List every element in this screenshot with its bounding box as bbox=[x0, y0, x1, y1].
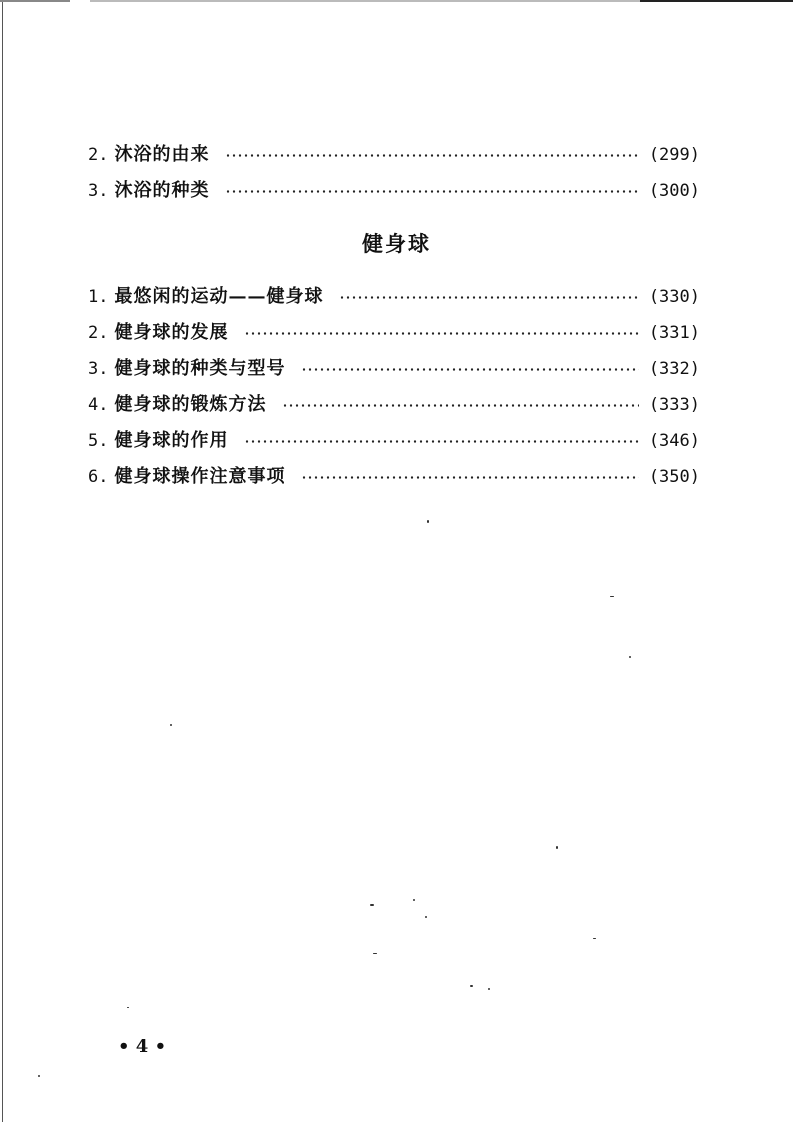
scan-speck bbox=[470, 985, 473, 987]
toc-entry[interactable] bbox=[88, 351, 700, 387]
toc-entry-number: 1. bbox=[88, 287, 109, 307]
toc-section-block bbox=[88, 279, 700, 495]
section-heading: 健身球 bbox=[362, 231, 431, 256]
scan-speck bbox=[425, 916, 427, 918]
scan-speck bbox=[629, 656, 631, 658]
scan-speck bbox=[427, 520, 429, 523]
toc-entry-title: 健身球的种类与型号 bbox=[114, 358, 286, 379]
toc-entry-number: 3. bbox=[88, 181, 109, 201]
page-number: • 4 • bbox=[118, 1036, 167, 1057]
page-edge-left bbox=[2, 0, 3, 1122]
toc-entry-title: 健身球的作用 bbox=[114, 430, 229, 451]
toc-entry-number: 4. bbox=[88, 395, 109, 415]
toc-dot-leader bbox=[301, 368, 638, 371]
scan-speck bbox=[38, 1075, 40, 1077]
toc-entry-title: 最悠闲的运动——健身球 bbox=[114, 286, 324, 307]
toc-dot-leader bbox=[225, 190, 638, 193]
toc-dot-leader bbox=[225, 154, 638, 157]
toc-entry-page: (332) bbox=[648, 359, 700, 379]
toc-dot-leader bbox=[339, 296, 638, 299]
page-edge-top bbox=[0, 0, 793, 2]
toc-dot-leader bbox=[244, 332, 638, 335]
scan-speck bbox=[610, 596, 614, 597]
toc-dot-leader bbox=[301, 476, 638, 479]
toc-entry-title: 沐浴的由来 bbox=[114, 144, 210, 165]
scan-speck bbox=[170, 724, 172, 726]
toc-top-block bbox=[88, 137, 700, 209]
toc-entry[interactable] bbox=[88, 315, 700, 351]
scan-speck bbox=[593, 938, 596, 939]
toc-dot-leader bbox=[244, 440, 638, 443]
scan-speck bbox=[127, 1007, 129, 1008]
scan-speck bbox=[413, 899, 415, 901]
toc-entry[interactable] bbox=[88, 173, 700, 209]
toc-entry[interactable] bbox=[88, 279, 700, 315]
toc-entry[interactable] bbox=[88, 387, 700, 423]
toc-entry-page: (333) bbox=[648, 395, 700, 415]
toc-entry-number: 6. bbox=[88, 467, 109, 487]
toc-entry-page: (299) bbox=[648, 145, 700, 165]
toc-entry-title: 健身球的锻炼方法 bbox=[114, 394, 267, 415]
toc-entry-title: 沐浴的种类 bbox=[114, 180, 210, 201]
toc-dot-leader bbox=[282, 404, 638, 407]
toc-entry-number: 3. bbox=[88, 359, 109, 379]
toc-entry-number: 5. bbox=[88, 431, 109, 451]
toc-entry-page: (346) bbox=[648, 431, 700, 451]
scan-speck bbox=[370, 904, 374, 906]
toc-entry[interactable] bbox=[88, 423, 700, 459]
toc-entry-page: (330) bbox=[648, 287, 700, 307]
toc-entry-page: (331) bbox=[648, 323, 700, 343]
toc-entry-page: (300) bbox=[648, 181, 700, 201]
toc-entry-page: (350) bbox=[648, 467, 700, 487]
toc-entry-title: 健身球操作注意事项 bbox=[114, 466, 286, 487]
toc-entry-title: 健身球的发展 bbox=[114, 322, 229, 343]
scan-speck bbox=[488, 988, 490, 990]
toc-entry-number: 2. bbox=[88, 145, 109, 165]
toc-entry[interactable] bbox=[88, 137, 700, 173]
toc-entry-number: 2. bbox=[88, 323, 109, 343]
scan-speck bbox=[556, 846, 558, 849]
toc-entry[interactable] bbox=[88, 459, 700, 495]
scan-speck bbox=[373, 953, 377, 954]
